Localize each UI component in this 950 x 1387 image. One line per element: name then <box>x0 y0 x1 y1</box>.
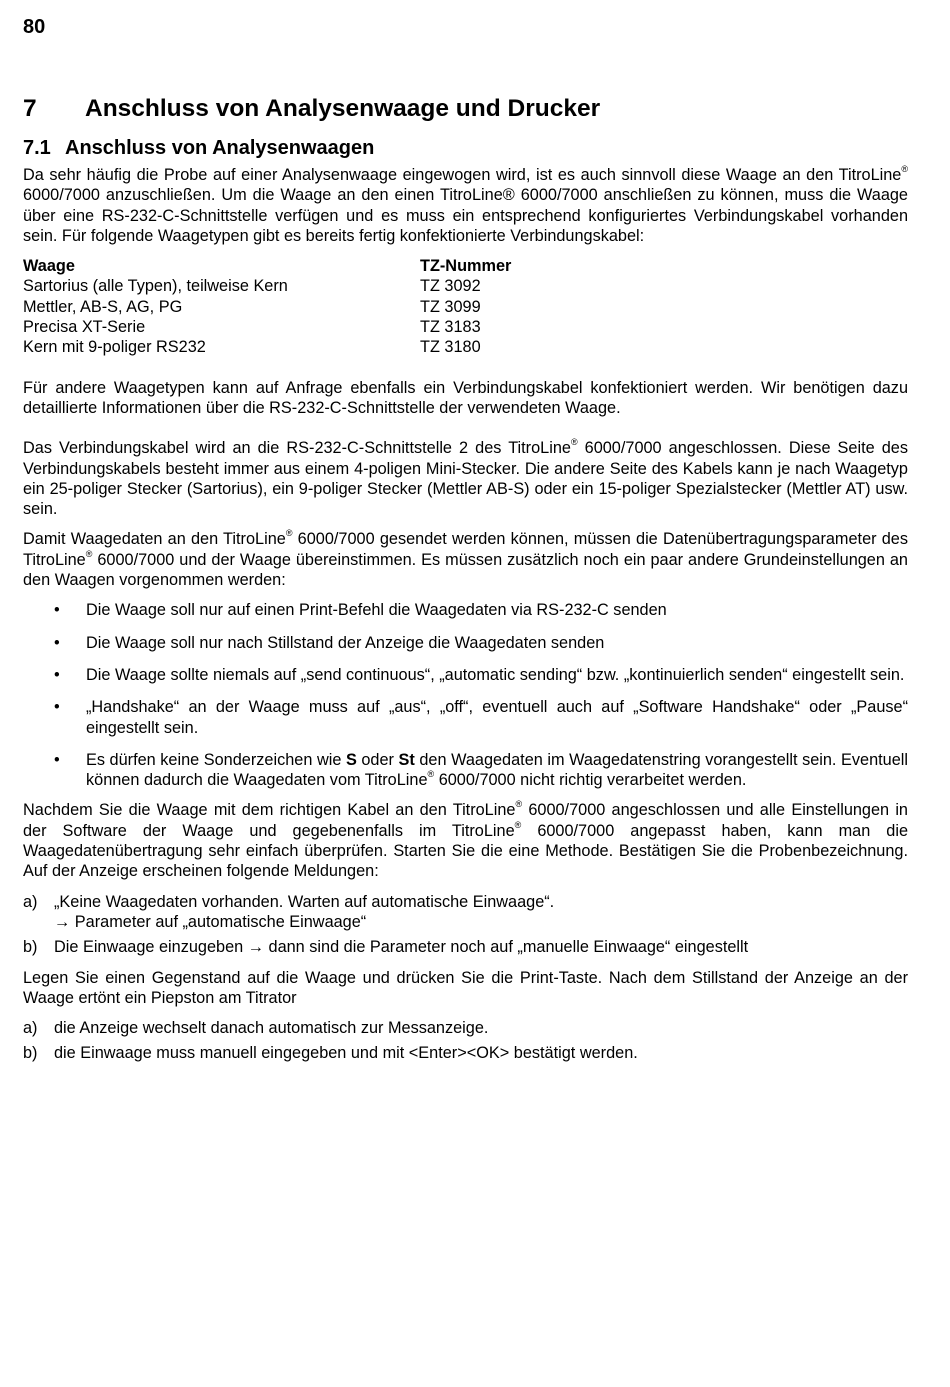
list-item-text: die Einwaage muss manuell eingegeben und mit <Enter><OK> bestätigt werden. <box>54 1044 638 1063</box>
intro-text-1: Da sehr häufig die Probe auf einer Analysenwaage eingewogen wird, ist es auch sinnvoll diese Waage an den TitroLine <box>23 166 902 184</box>
list-item <box>23 892 908 912</box>
table-cell-scale: Precisa XT-Serie <box>23 318 146 337</box>
list-item-text: Die Waage soll nur auf einen Print-Befehl die Waagedaten via RS-232-C senden <box>86 601 667 620</box>
list-label: a) <box>23 1019 38 1038</box>
chapter-title: Anschluss von Analysenwaage und Drucker <box>85 95 601 122</box>
list-item <box>23 750 908 791</box>
text-fragment: 6000/7000 nicht richtig verarbeitet werden. <box>434 771 747 790</box>
data-text-2: 6000/7000 gesendet werden können, müssen die Datenübertragungsparameter des TitroLine <box>23 530 909 569</box>
table-cell-scale: Kern mit 9-poliger RS232 <box>23 338 206 357</box>
text-fragment: den Waagedaten im Waagedatenstring vorangestellt sein. Eventuell können dadurch die Waagedaten vom TitroLine <box>86 750 908 790</box>
messages-list <box>23 892 908 958</box>
list-label: b) <box>23 1044 38 1063</box>
list-item-text: „Handshake“ an der Waage muss auf „aus“, „off“, eventuell auch auf „Software Handshake“ oder „Pause“ eingestellt sein. <box>86 698 908 737</box>
table-cell-scale: Mettler, AB-S, AG, PG <box>23 297 183 316</box>
page-number: 80 <box>23 16 46 38</box>
settings-bullet-list <box>23 600 908 790</box>
section-heading <box>23 135 908 161</box>
list-item-text: Die Waage sollte niemals auf „send continuous“, „automatic sending“ bzw. „kontinuierlich senden“ eingestellt sein. <box>86 665 905 684</box>
section-number: 7.1 <box>23 137 51 159</box>
list-label: a) <box>23 892 38 911</box>
list-label: b) <box>23 938 38 957</box>
list-item <box>23 937 908 957</box>
registered-mark: ® <box>427 769 435 780</box>
list-item-text: Die Waage soll nur nach Stillstand der Anzeige die Waagedaten senden <box>86 633 605 652</box>
table-row <box>23 337 511 357</box>
registered-mark: ® <box>285 528 293 539</box>
intro-paragraph <box>23 165 908 246</box>
registered-mark: ® <box>901 164 908 174</box>
after-text-3: 6000/7000 angepasst haben, kann man die Waagedatenübertragung sehr einfach überprüfen. Starten Sie die eine Methode. Bestätigen Sie die Probenbezeichnung. Auf der Anzeige erscheinen folgende Meldungen: <box>23 821 908 881</box>
section-title: Anschluss von Analysenwaagen <box>65 137 375 159</box>
list-item <box>23 600 908 620</box>
table-header-row <box>23 256 511 276</box>
table-cell-scale: Sartorius (alle Typen), teilweise Kern <box>23 277 288 296</box>
bold-st: St <box>398 750 415 769</box>
list-item-text <box>86 751 908 789</box>
check-transfer-paragraph <box>23 800 908 881</box>
other-scales-paragraph: Für andere Waagetypen kann auf Anfrage ebenfalls ein Verbindungskabel konfektioniert werden. Wir benötigen dazu detaillierte Informationen über die RS-232-C-Schnittstelle der verwendeten Waage. <box>23 378 908 417</box>
intro-text-2: 6000/7000 anzuschließen. Um die Waage an den einen TitroLine® 6000/7000 anschließen zu können, muss die Waage über eine RS-232-C-Schnittstelle verfügen und es muss ein entsprechend konfiguriertes Verbindungskabel vorhanden sein. Für folgende Waagetypen gibt es bereits fertig konfektionierte Verbindungskabel: <box>23 186 908 245</box>
table-cell-tz: TZ 3180 <box>420 338 481 357</box>
list-item <box>23 1043 908 1063</box>
data-text-1: Damit Waagedaten an den TitroLine <box>23 530 286 549</box>
table-header-tz: TZ-Nummer <box>420 257 512 276</box>
arrow-note: → Parameter auf „automatische Einwaage“ <box>54 912 367 931</box>
list-item-text: die Anzeige wechselt danach automatisch zur Messanzeige. <box>54 1019 489 1038</box>
after-text-1: Nachdem Sie die Waage mit dem richtigen Kabel an den TitroLine <box>23 801 516 820</box>
object-paragraph: Legen Sie einen Gegenstand auf die Waage und drücken Sie die Print-Taste. Nach dem Stillstand der Anzeige an der Waage ertönt ein Piepston am Titrator <box>23 968 908 1007</box>
bold-s: S <box>345 750 357 769</box>
list-item <box>23 665 908 685</box>
bullet-icon: • <box>54 633 60 652</box>
table-row <box>23 317 511 337</box>
data-text-3: 6000/7000 und der Waage übereinstimmen. Es müssen zusätzlich noch ein paar andere Grundeinstellungen an den Waagen vorgenommen werden: <box>23 550 908 590</box>
chapter-heading <box>23 94 908 124</box>
list-item-text: Die Einwaage einzugeben → dann sind die Parameter noch auf „manuelle Einwaage“ eingestellt <box>54 938 749 957</box>
registered-mark: ® <box>85 548 93 559</box>
registered-mark: ® <box>514 819 522 830</box>
table-cell-tz: TZ 3092 <box>420 277 481 296</box>
list-item <box>23 633 908 653</box>
table-cell-tz: TZ 3183 <box>420 318 481 337</box>
list-item <box>23 697 908 738</box>
table-header-scale: Waage <box>23 257 75 276</box>
results-list <box>23 1018 908 1064</box>
document-page <box>23 14 908 1064</box>
cable-paragraph <box>23 438 908 519</box>
table-row <box>23 276 511 296</box>
text-fragment: oder <box>356 750 399 769</box>
list-item <box>23 1018 908 1038</box>
scale-cable-table <box>23 256 511 357</box>
bullet-icon: • <box>54 698 60 717</box>
cable-text-2: 6000/7000 angeschlossen. Diese Seite des Verbindungskabels besteht immer aus einem 4-poligen Mini-Stecker. Die andere Seite des Kabels kann je nach Waagetyp ein 25-poliger Stecker (Sartorius), ein 9-poliger Stecker (Mettler AB-S) oder ein 15-poliger Spezialstecker (Mettler AT) usw. sein. <box>23 439 908 519</box>
data-transfer-paragraph <box>23 529 908 590</box>
after-text-2: 6000/7000 angeschlossen und alle Einstellungen in der Software der Waage und gegebenenfalls im TitroLine <box>23 801 908 840</box>
registered-mark: ® <box>515 799 523 810</box>
bullet-icon: • <box>54 665 60 684</box>
bullet-icon: • <box>54 750 60 769</box>
table-cell-tz: TZ 3099 <box>420 297 481 316</box>
bullet-icon: • <box>54 601 60 620</box>
registered-mark: ® <box>570 437 578 448</box>
cable-text-1: Das Verbindungskabel wird an die RS-232-C-Schnittstelle 2 des TitroLine <box>23 439 571 458</box>
list-item-text: „Keine Waagedaten vorhanden. Warten auf automatische Einwaage“. <box>54 892 555 911</box>
table-row <box>23 297 511 317</box>
text-fragment: Es dürfen keine Sonderzeichen wie <box>86 750 346 769</box>
chapter-number: 7 <box>23 95 37 122</box>
